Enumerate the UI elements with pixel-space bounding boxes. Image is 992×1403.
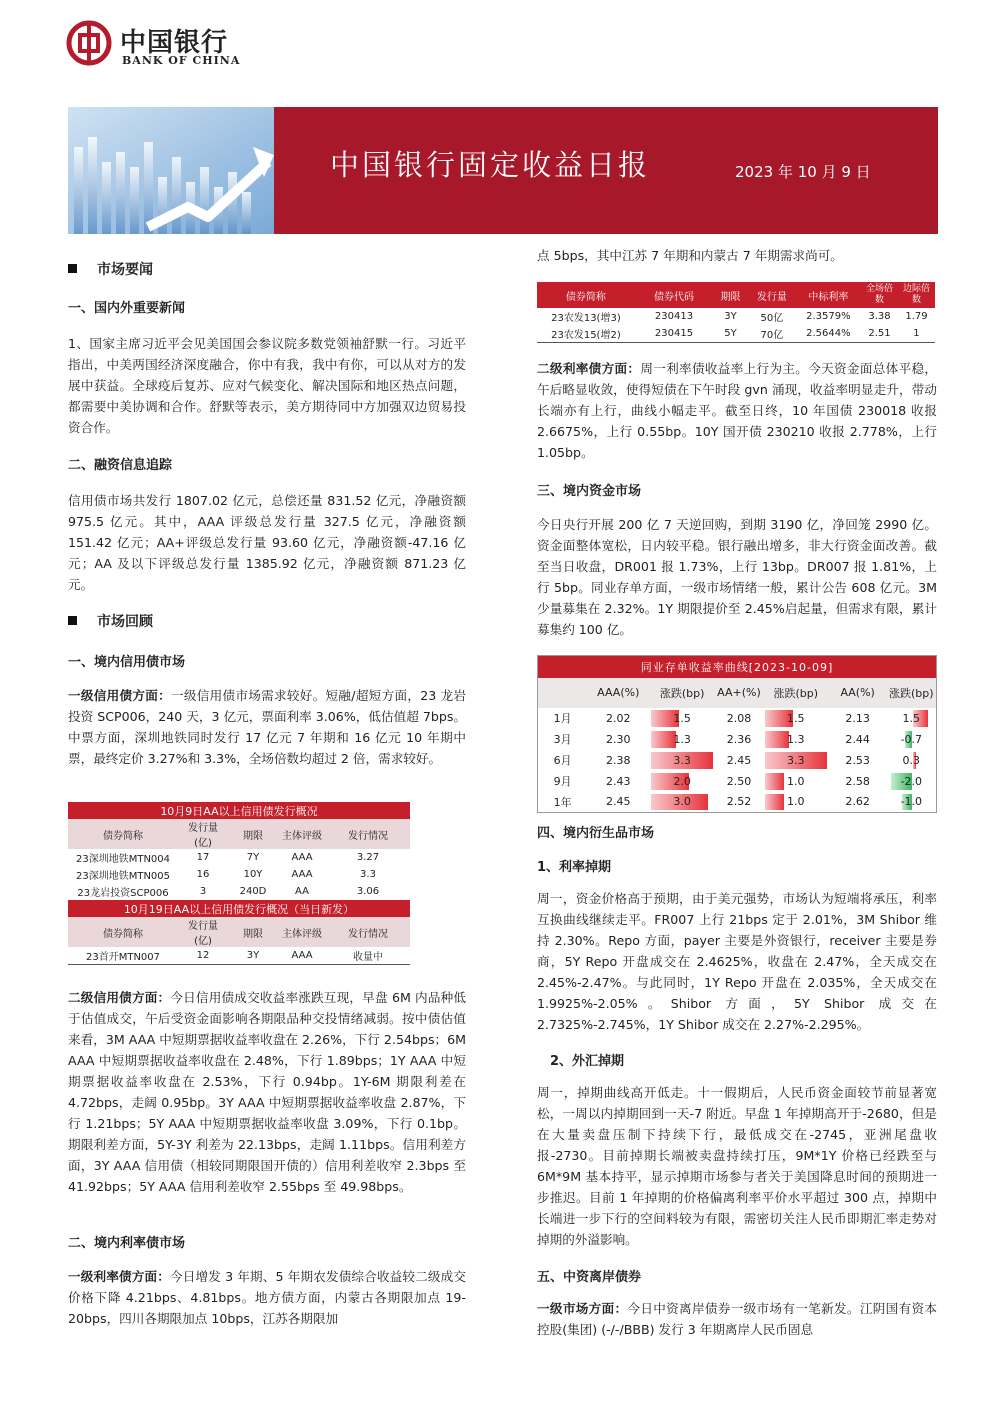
change-bp-cell: -1.0 bbox=[900, 795, 923, 809]
table-header: 发行量 bbox=[756, 291, 787, 303]
table-header: AAA(%) bbox=[587, 678, 649, 708]
table-header: 全场倍数 bbox=[865, 284, 893, 305]
paragraph-irs: 周一，资金价格高于预期，由于美元强势，市场认为短端将承压，利率互换曲线继续走平。FR007 上行 21bps 定于 2.01%，3M Shibor 维持 2.30%。Repo 方面，payer 主要是外资银行，receiver 主要是券商，5Y Repo 开盘成交在 2.4625%，收盘在 2.47%，全天成交在 2.45%-2.47%。与此同时，1Y Repo 开盘在 2.035%，全天成交在 1.9925%-2.05%。Shibor 方面，5Y Shibor 成交在 2.7325%-2.745%，1Y Shibor 成交在 2.27%-2.295%。 bbox=[537, 891, 937, 1032]
table-header: 发行量(亿) bbox=[188, 823, 218, 849]
yield-cell: 2.45 bbox=[726, 753, 752, 767]
change-bp-cell: 0.3 bbox=[902, 753, 921, 767]
yield-cell: 2.13 bbox=[845, 711, 870, 725]
table-header: 发行情况 bbox=[348, 928, 388, 940]
credit-issuance-table bbox=[68, 802, 410, 965]
subsection-derivatives: 四、境内衍生品市场 bbox=[537, 826, 655, 841]
paragraph-primary-credit: 一级信用债方面：一级信用债市场需求较好。短融/超短方面，23 龙岩投资 SCP006，240 天，3 亿元，票面利率 3.06%，低估值超 7bps。中票方面，深圳地铁同时发行 17 亿元 7 年期和 16 亿元 10 年期中票，最终定价 3.27%和 3.3%，全场倍数均超过 2 倍，需求较好。 bbox=[68, 688, 467, 766]
table-row: 23首开MTN007 12 3Y AAA 收量中 bbox=[68, 947, 410, 964]
square-bullet-icon bbox=[68, 264, 77, 273]
yield-cell: 2.44 bbox=[845, 732, 870, 746]
positive-bar bbox=[765, 794, 784, 811]
tenor-cell: 3月 bbox=[553, 733, 572, 746]
yield-cell: 2.36 bbox=[726, 732, 752, 746]
paragraph-news: 1、国家主席习近平会见美国国会参议院多数党领袖舒默一行。习近平指出，中美两国经济深度融合，你中有我，我中有你，可以从对方的发展中获益。全球疫后复苏、应对气候变化、解决国际和地区热点问题，都需要中美协调和合作。舒默等表示，美方期待同中方加强双边贸易投资合作。 bbox=[68, 336, 466, 435]
yield-cell: 2.45 bbox=[606, 795, 631, 809]
yield-cell: 2.30 bbox=[606, 732, 631, 746]
paragraph-secondary-rate: 二级利率债方面：周一利率债收益率上行为主。今天资金面总体平稳，午后略显收敛，使得短债在下午时段 gvn 涌现，收益率明显走升，带动长端亦有上行，曲线小幅走平。截至日终，10 年国债 230018 收报 2.6675%，上行 0.55bp。10Y 国开债 230210 收报 2.778%，上行 1.05bp。 bbox=[537, 361, 938, 460]
table-header: 涨跌(bp) bbox=[649, 678, 715, 708]
change-bp-cell: 1.3 bbox=[649, 729, 715, 750]
change-bp-cell: 1.5 bbox=[649, 708, 715, 729]
table-header: 债券简称 bbox=[103, 928, 143, 940]
table-row bbox=[538, 729, 937, 750]
table-row: 23深圳地铁MTN004 17 7Y AAA 3.27 bbox=[75, 852, 380, 865]
boc-logo-icon bbox=[66, 20, 112, 66]
yield-cell: 2.52 bbox=[726, 795, 752, 809]
paragraph-money-market: 今日央行开展 200 亿 7 天逆回购，到期 3190 亿，净回笼 2990 亿。资金面整体宽松，日内较平稳。银行融出增多，非大行资金面改善。截至当日收盘，DR001 报 1.73%，上行 13bp。DR007 报 1.81%，上行 5bp。同业存单方面，一级市场情绪一般，累计公告 608 亿元。3M 少量募集在 2.32%。1Y 期限提价至 2.45%启起量，但需求有限，累计募集约 100 亿。 bbox=[537, 517, 937, 637]
yield-cell: 2.38 bbox=[606, 753, 631, 767]
table-header: 期限 bbox=[243, 928, 263, 940]
table-row: 23农发13(增3) 230413 3Y 50亿 2.3579% 3.38 1.79 bbox=[551, 311, 928, 324]
growth-chart-graphic-icon bbox=[68, 107, 274, 234]
subsection-domestic-news: 一、国内外重要新闻 bbox=[68, 301, 186, 316]
table-row bbox=[538, 792, 937, 813]
paragraph-offshore: 一级市场方面：今日中资离岸债券一级市场有一笔新发。江阴国有资本控股(集团) (-/-/BBB) 发行 3 年期离岸人民币固息 bbox=[537, 1301, 938, 1337]
change-bp-cell: -2.0 bbox=[887, 771, 937, 792]
table-row: 23深圳地铁MTN005 16 10Y AAA 3.3 bbox=[75, 869, 376, 882]
table-header: 涨跌(bp) bbox=[887, 678, 937, 708]
table-row bbox=[538, 771, 937, 792]
report-title: 中国银行固定收益日报 bbox=[330, 148, 651, 182]
paragraph-financing: 信用债市场共发行 1807.02 亿元，总偿还量 831.52 亿元，净融资额 975.5 亿元。其中，AAA 评级总发行量 327.5 亿元，净融资额 151.42 亿元；AA+评级总发行量 93.60 亿元，净融资额-47.16 亿元；AA 及以下评级总发行量 1385.92 亿元，净融资额 871.23 亿元。 bbox=[68, 493, 466, 592]
paragraph-fx-swap: 周一，掉期曲线高开低走。十一假期后，人民币资金面较节前显著宽松，一周以内掉期回到一天-7 附近。早盘 1 年掉期高开于-2680，但是在大量卖盘压制下持续下行，最低成交在-2745，亚洲尾盘收报-2730。目前掉期长端被卖盘持续打压，9M*1Y 价格已经跌至与 6M*9M 基本持平，显示掉期市场参与者关于美国降息时间的预期进一步推迟。目前 1 年掉期的价格偏离利率平价水平超过 300 点，掉期中长端进一步下行的空间料较为有限，需密切关注人民币即期汇率走势对掉期的外溢影响。 bbox=[537, 1085, 937, 1247]
logo-chinese-name: 中国银行 bbox=[120, 28, 229, 58]
subsection-rate-bond: 二、境内利率债市场 bbox=[68, 1236, 186, 1251]
positive-bar bbox=[651, 731, 675, 748]
table-header: 中标利率 bbox=[808, 291, 849, 303]
table-header: AA(%) bbox=[829, 678, 887, 708]
table-row: 23龙岩投资SCP006 3 240D AA 3.06 bbox=[77, 886, 380, 899]
table-row: 23农发15(增2) 230415 5Y 70亿 2.5644% 2.51 1 bbox=[537, 325, 935, 342]
report-date: 2023 年 10 月 9 日 bbox=[735, 163, 871, 181]
table-row bbox=[538, 750, 937, 771]
tenor-cell: 1年 bbox=[553, 795, 572, 809]
change-bp-cell: 2.0 bbox=[649, 771, 715, 792]
table-header: 发行量(亿) bbox=[188, 921, 218, 947]
table-header: 涨跌(bp) bbox=[763, 678, 829, 708]
paragraph-primary-rate: 一级利率债方面：今日增发 3 年期、5 年期农发债综合收益较二级成交价格下降 4.21bps、4.81bps。地方债方面，内蒙古各期限加点 19-20bps，四川各期限加点 10bps，江苏各期限加 bbox=[68, 1269, 467, 1326]
table-header: 期限 bbox=[720, 291, 741, 303]
section-market-review: 市场回顾 bbox=[68, 611, 153, 631]
change-bp-cell: -0.7 bbox=[900, 732, 923, 746]
table-header: 主体评级 bbox=[282, 928, 322, 940]
table-header: 发行情况 bbox=[348, 830, 388, 842]
table-row bbox=[538, 708, 937, 729]
logo-english-name: BANK OF CHINA bbox=[122, 54, 241, 67]
section-market-news: 市场要闻 bbox=[68, 259, 153, 279]
tenor-cell: 9月 bbox=[553, 775, 572, 788]
change-bp-cell: 1.0 bbox=[763, 771, 829, 792]
subsection-financing: 二、融资信息追踪 bbox=[68, 458, 173, 473]
subsection-credit-bond: 一、境内信用债市场 bbox=[68, 655, 186, 670]
ncd-yield-curve-table bbox=[537, 655, 937, 813]
yield-cell: 2.58 bbox=[845, 774, 870, 788]
subsection-offshore-bonds: 五、中资离岸债券 bbox=[537, 1270, 642, 1285]
table-header: AA+(%) bbox=[715, 678, 763, 708]
table-header: 债券代码 bbox=[654, 291, 694, 303]
table-header: 债券简称 bbox=[103, 830, 143, 842]
subsection-irs: 1、利率掉期 bbox=[537, 860, 612, 875]
change-bp-cell: 1.5 bbox=[887, 708, 937, 729]
yield-cell: 2.08 bbox=[726, 711, 752, 725]
change-bp-cell: 3.0 bbox=[649, 792, 715, 813]
change-bp-cell: 3.3 bbox=[649, 750, 715, 771]
change-bp-cell: 1.3 bbox=[763, 729, 829, 750]
paragraph-secondary-credit: 二级信用债方面：今日信用债成交收益率涨跌互现，早盘 6M 内品种低于估值成交，午后受资金面影响各期限品种交投情绪减弱。按中债估值来看，3M AAA 中短期票据收益率收盘在 2.26%，下行 2.54bps；6M AAA 中短期票据收益率收盘在 2.48%，下行 1.89bps；1Y AAA 中短期票据收益率收盘在 2.53%，下行 0.94bp。1Y-6M 期限利差在 4.72bps，走阔 0.95bp。3Y AAA 中短期票据收益率收盘 2.87%，下行 1.21bps；5Y AAA 中短期票据收益率收盘 3.09%，下行 0.1bp。期限利差方面，5Y-3Y 利差为 22.13bps，走阔 1.11bps。信用利差方面，3Y AAA 信用债（相较同期限国开债的）信用利差收窄 2.3bps 至 41.92bps；5Y AAA 信用利差收窄 2.55bps 至 49.98bps。 bbox=[68, 990, 467, 1194]
tenor-cell: 6月 bbox=[553, 754, 572, 767]
change-bp-cell: 1.0 bbox=[763, 792, 829, 813]
positive-bar bbox=[765, 773, 784, 790]
tenor-cell: 1月 bbox=[553, 712, 572, 725]
table-title: 同业存单收益率曲线[2023-10-09] bbox=[538, 656, 937, 678]
table-header: 债券简称 bbox=[565, 291, 606, 303]
yield-cell: 2.02 bbox=[606, 711, 631, 725]
table-title: 10月9日AA以上信用债发行概况 bbox=[68, 802, 410, 819]
table-title: 10月19日AA以上信用债发行概况（当日新发） bbox=[68, 900, 410, 917]
square-bullet-icon bbox=[68, 616, 77, 625]
yield-cell: 2.53 bbox=[845, 753, 870, 767]
change-bp-cell: 3.3 bbox=[763, 750, 829, 771]
yield-cell: 2.62 bbox=[845, 795, 870, 809]
table-header bbox=[538, 678, 588, 708]
subsection-fx-swap: 2、外汇掉期 bbox=[550, 1054, 625, 1069]
bank-logo bbox=[66, 20, 266, 72]
table-header: 边际倍数 bbox=[902, 284, 930, 305]
table-header: 期限 bbox=[243, 830, 263, 842]
paragraph-primary-rate-cont: 点 5bps，其中江苏 7 年期和内蒙古 7 年期需求尚可。 bbox=[537, 248, 843, 263]
positive-bar bbox=[765, 731, 789, 748]
change-bp-cell: 1.5 bbox=[763, 708, 829, 729]
table-header: 主体评级 bbox=[282, 830, 322, 842]
yield-cell: 2.50 bbox=[726, 774, 752, 788]
rate-bond-auction-table bbox=[537, 282, 935, 343]
yield-cell: 2.43 bbox=[606, 774, 631, 788]
subsection-money-market: 三、境内资金市场 bbox=[537, 484, 642, 499]
